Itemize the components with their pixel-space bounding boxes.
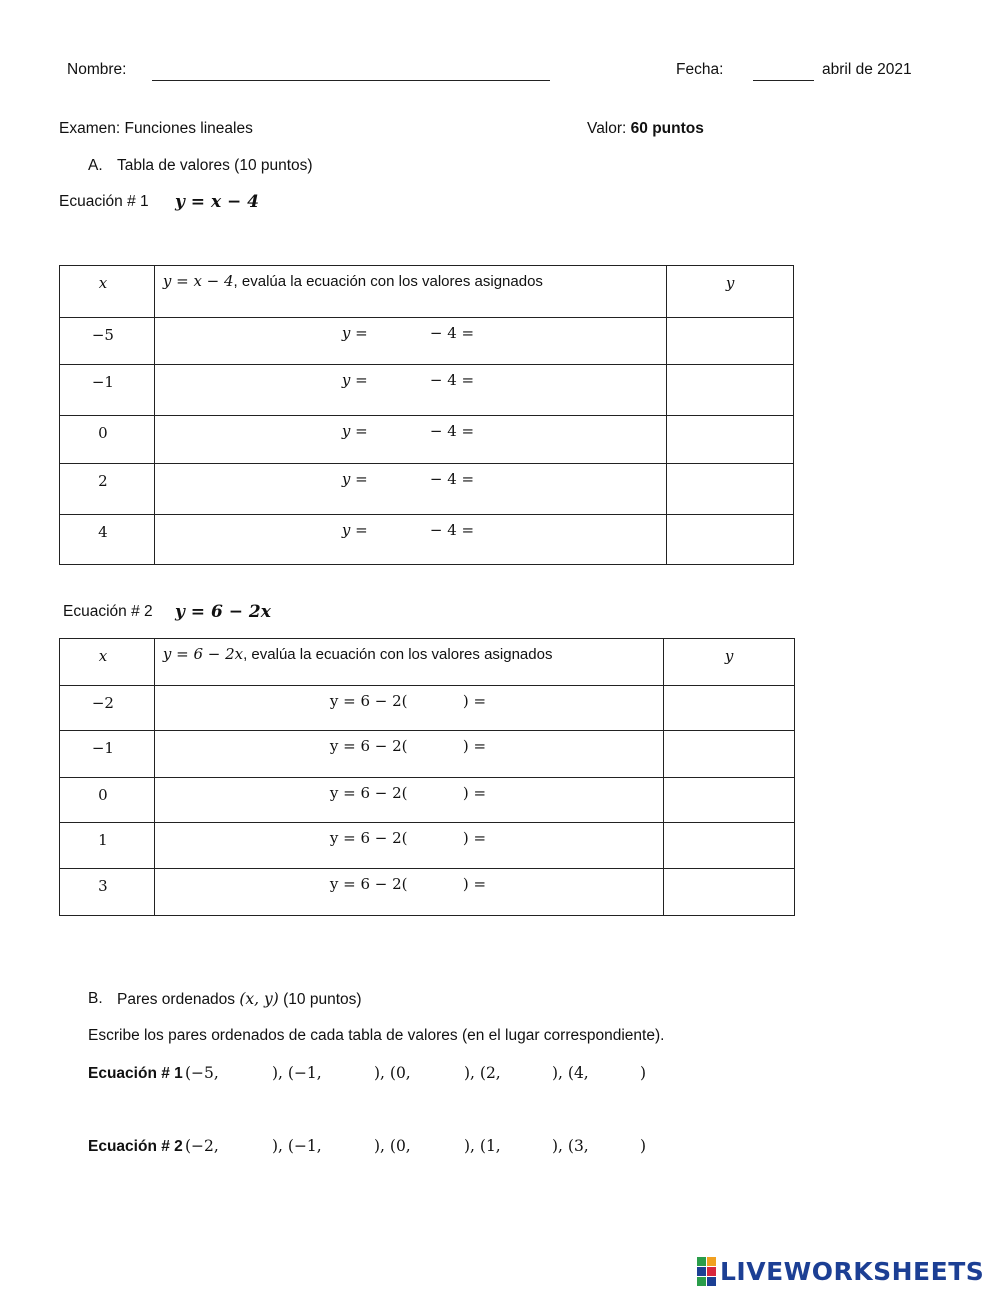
table-row — [60, 365, 794, 416]
section-b-instruction: Escribe los pares ordenados de cada tabla de valores (en el lugar correspondiente). — [88, 1027, 665, 1044]
liveworksheets-logo — [697, 1256, 984, 1286]
x-input-blank[interactable] — [417, 873, 459, 893]
section-a-letter: A. — [88, 157, 103, 174]
pairs1-label: Ecuación # 1 — [88, 1065, 183, 1082]
pairs2-part: (−2, — [185, 1137, 219, 1155]
pairs2-part: ), (1, — [464, 1137, 501, 1155]
pairs2-label: Ecuación # 2 — [88, 1138, 183, 1155]
name-label: Nombre: — [67, 61, 127, 78]
logo-mark-tile — [707, 1267, 716, 1276]
eval-cell: y = − 4 = — [154, 416, 666, 464]
y-answer-cell[interactable] — [667, 365, 794, 416]
x-input-blank[interactable] — [387, 420, 425, 440]
value-points: 60 puntos — [630, 120, 704, 137]
date-label: Fecha: — [676, 61, 724, 78]
table-row — [60, 318, 794, 365]
date-input-line[interactable] — [753, 80, 814, 81]
eval-cell: y = 6 − 2( ) = — [154, 731, 663, 778]
pairs2-part: ), (3, — [552, 1137, 589, 1155]
eval-cell: y = 6 − 2( ) = — [154, 686, 663, 731]
eval-cell: y = − 4 = — [154, 464, 666, 515]
equation1-formula: y = x − 4 — [175, 192, 260, 212]
value-line — [587, 120, 704, 138]
pairs1-part: ) — [640, 1064, 647, 1082]
x-input-blank[interactable] — [387, 519, 425, 539]
table-row — [60, 823, 795, 869]
section-b-letter: B. — [88, 990, 103, 1007]
y-answer-cell[interactable] — [667, 416, 794, 464]
eval-cell: y = − 4 = — [154, 318, 666, 365]
equation2-table — [59, 638, 795, 916]
pairs1-part: ), (2, — [464, 1064, 501, 1082]
y-answer-cell[interactable] — [664, 778, 795, 823]
x-input-blank[interactable] — [387, 369, 425, 389]
x-input-blank[interactable] — [387, 468, 425, 488]
section-a-title: Tabla de valores (10 puntos) — [117, 157, 313, 174]
x-value: 1 — [60, 823, 155, 869]
name-input-line[interactable] — [152, 80, 550, 81]
table-header-row — [60, 639, 795, 686]
value-label: Valor: — [587, 120, 627, 137]
logo-text: LIVEWORKSHEETS — [720, 1256, 985, 1286]
header-y: y — [667, 266, 794, 318]
table-row — [60, 778, 795, 823]
x-input-blank[interactable] — [417, 782, 459, 802]
y-answer-cell[interactable] — [667, 464, 794, 515]
table-row — [60, 515, 794, 565]
logo-mark-icon — [697, 1257, 716, 1286]
logo-mark-tile — [707, 1257, 716, 1266]
x-value: 0 — [60, 416, 155, 464]
y-answer-cell[interactable] — [667, 318, 794, 365]
table-row — [60, 416, 794, 464]
x-value: −5 — [60, 318, 155, 365]
equation2-label: Ecuación # 2 — [63, 603, 153, 620]
eval-cell: y = 6 − 2( ) = — [154, 823, 663, 869]
equation1-label: Ecuación # 1 — [59, 193, 149, 210]
x-value: −1 — [60, 365, 155, 416]
pairs2-part: ), (−1, — [272, 1137, 322, 1155]
x-input-blank[interactable] — [417, 735, 459, 755]
equation2-formula: y = 6 − 2x — [175, 602, 271, 622]
x-input-blank[interactable] — [387, 322, 425, 342]
y-answer-cell[interactable] — [667, 515, 794, 565]
section-b-title: Pares ordenados (x, y) (10 puntos) — [117, 990, 362, 1008]
x-value: 3 — [60, 869, 155, 916]
header-y: y — [664, 639, 795, 686]
header-eval: y = 6 − 2x, evalúa la ecuación con los valores asignados — [154, 639, 663, 686]
x-value: −1 — [60, 731, 155, 778]
eval-cell: y = − 4 = — [154, 365, 666, 416]
eval-cell: y = 6 − 2( ) = — [154, 869, 663, 916]
table-row — [60, 464, 794, 515]
logo-mark-tile — [697, 1267, 706, 1276]
x-value: −2 — [60, 686, 155, 731]
x-value: 0 — [60, 778, 155, 823]
pairs1-part: ), (0, — [374, 1064, 411, 1082]
table-header-row — [60, 266, 794, 318]
table-row — [60, 869, 795, 916]
pairs1-part: ), (4, — [552, 1064, 589, 1082]
x-value: 4 — [60, 515, 155, 565]
equation1-table — [59, 265, 794, 565]
header-x: x — [60, 639, 155, 686]
y-answer-cell[interactable] — [664, 731, 795, 778]
pairs1-part: (−5, — [185, 1064, 219, 1082]
x-value: 2 — [60, 464, 155, 515]
logo-mark-tile — [697, 1257, 706, 1266]
y-answer-cell[interactable] — [664, 869, 795, 916]
x-input-blank[interactable] — [417, 827, 459, 847]
header-x: x — [60, 266, 155, 318]
x-input-blank[interactable] — [417, 690, 459, 710]
table-row — [60, 686, 795, 731]
pairs2-part: ) — [640, 1137, 647, 1155]
exam-title: Examen: Funciones lineales — [59, 120, 253, 137]
y-answer-cell[interactable] — [664, 823, 795, 869]
logo-mark-tile — [697, 1277, 706, 1286]
logo-mark-tile — [707, 1277, 716, 1286]
eval-cell: y = − 4 = — [154, 515, 666, 565]
eval-cell: y = 6 − 2( ) = — [154, 778, 663, 823]
y-answer-cell[interactable] — [664, 686, 795, 731]
header-eval: y = x − 4, evalúa la ecuación con los valores asignados — [154, 266, 666, 318]
date-suffix: abril de 2021 — [822, 61, 912, 78]
table-row — [60, 731, 795, 778]
pairs2-part: ), (0, — [374, 1137, 411, 1155]
pairs1-part: ), (−1, — [272, 1064, 322, 1082]
